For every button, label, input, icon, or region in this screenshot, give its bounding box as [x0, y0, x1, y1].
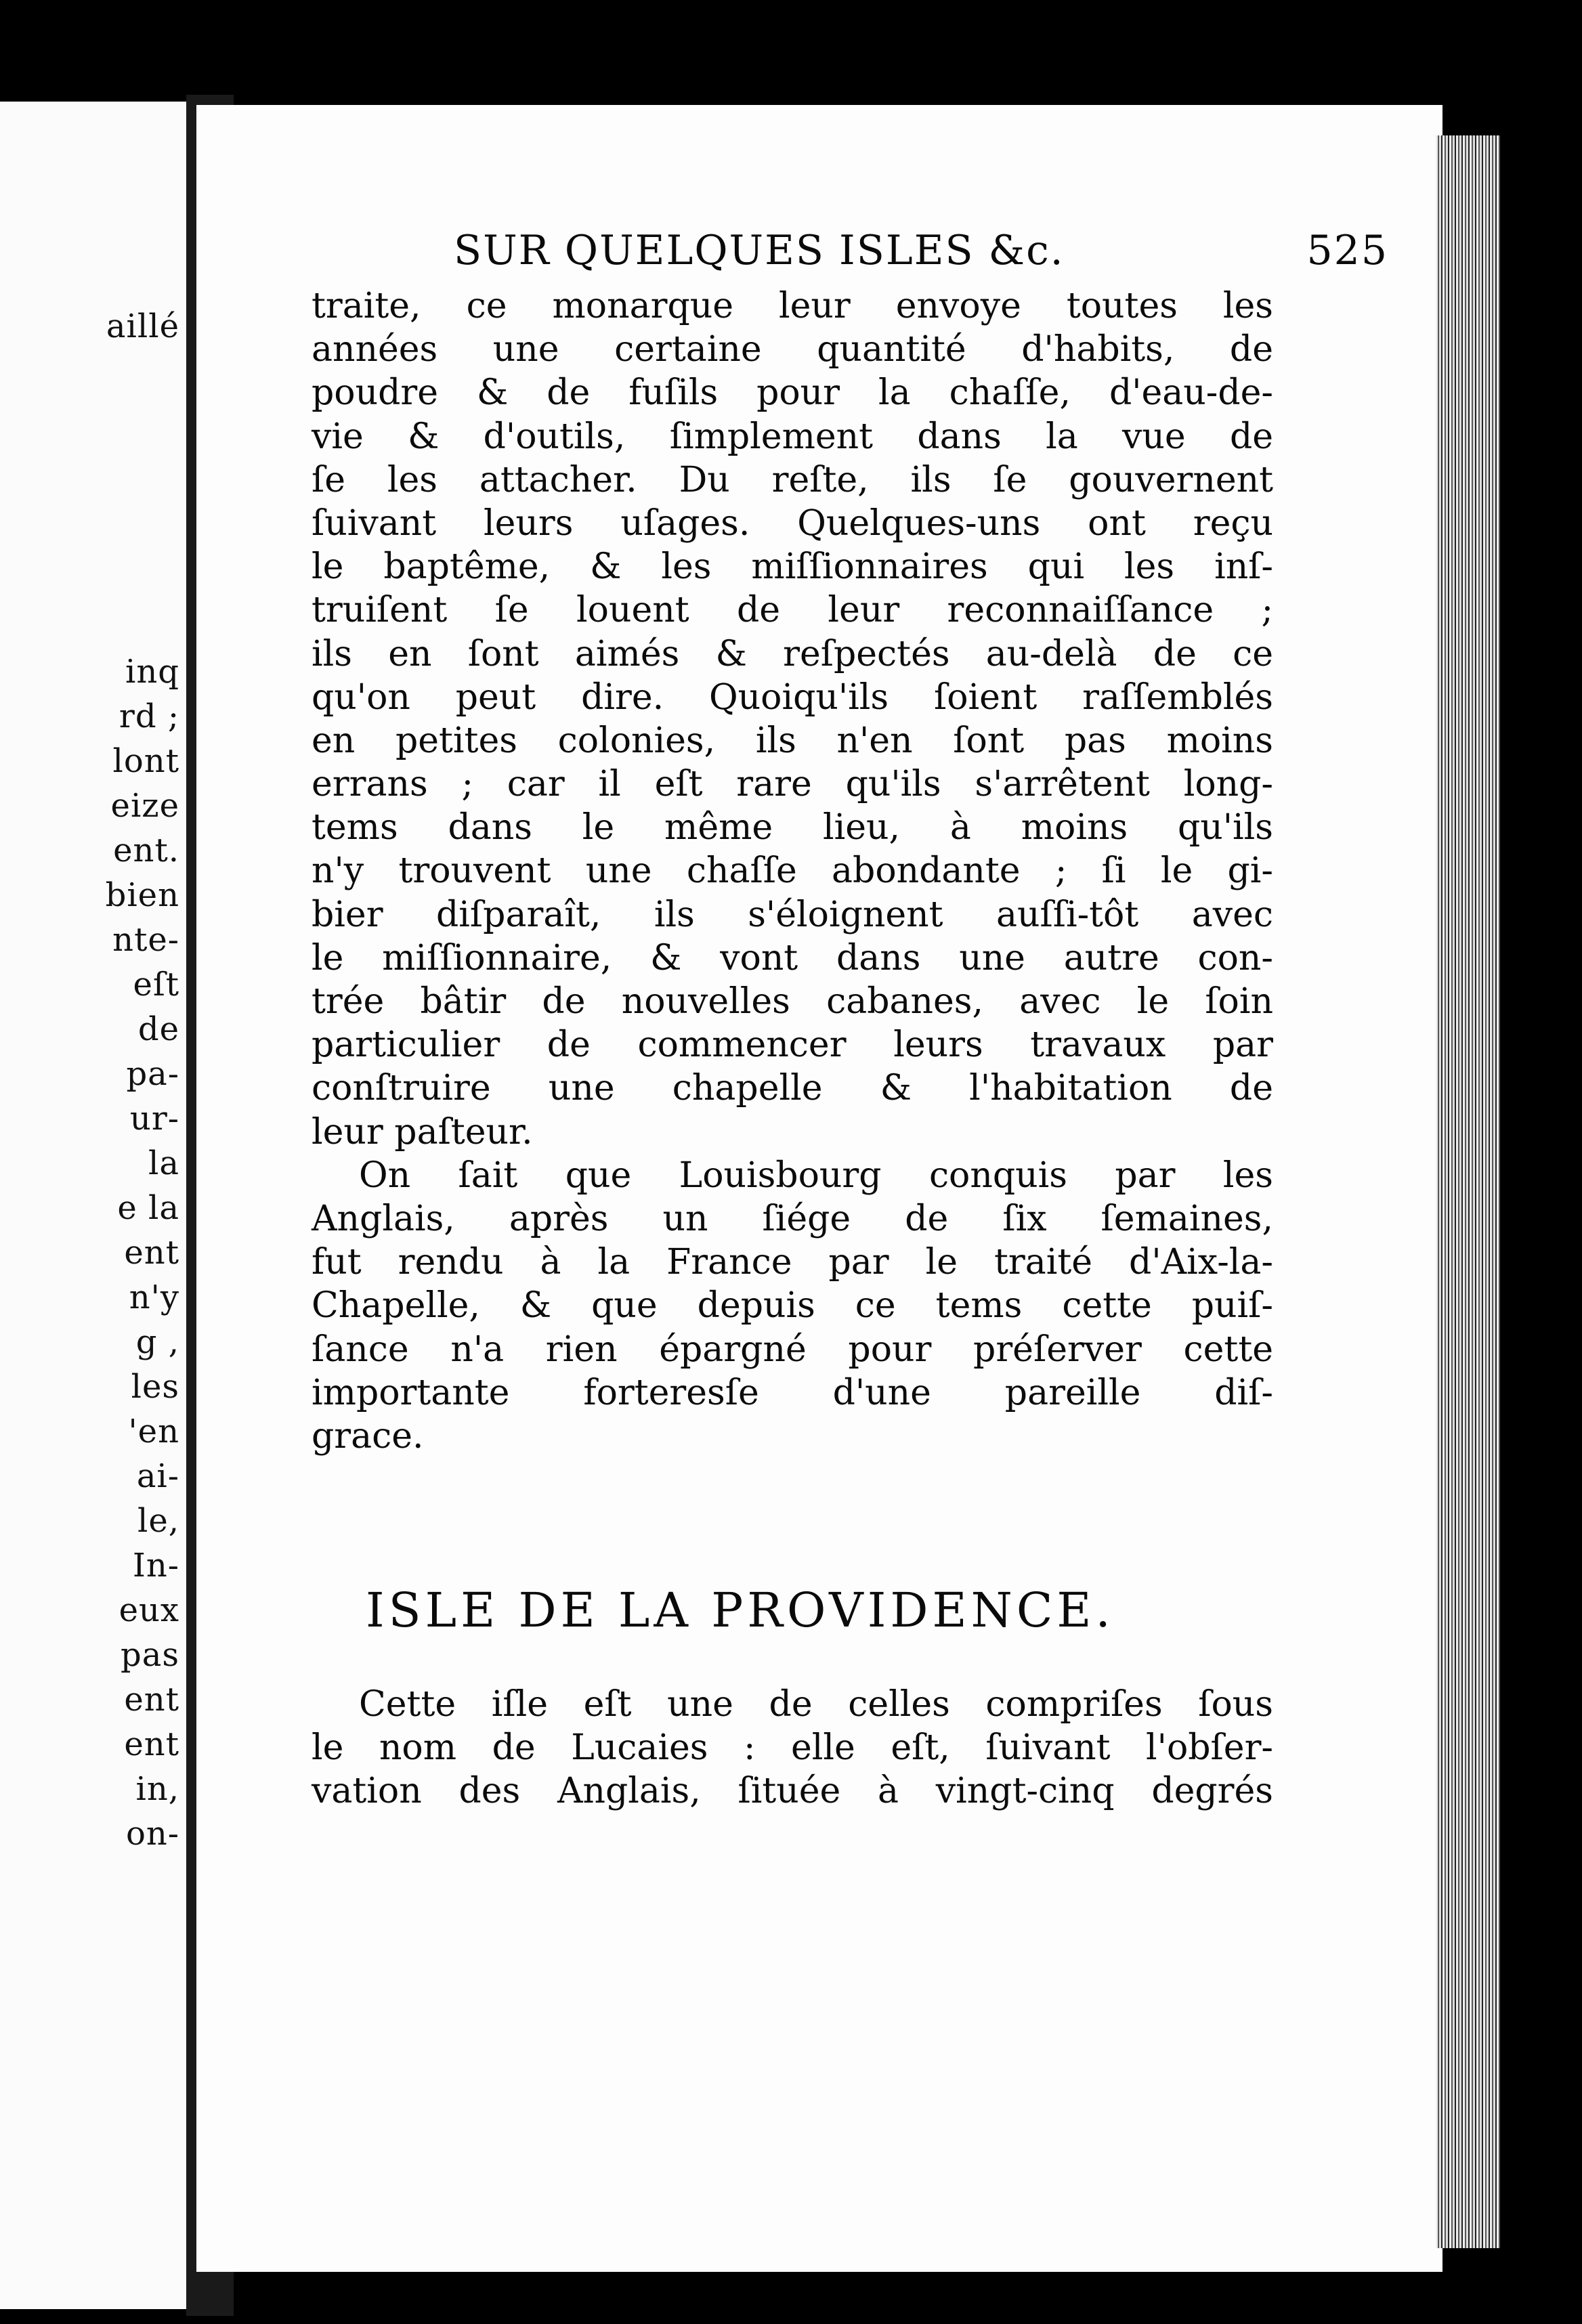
left-fragment: g , [135, 1323, 179, 1361]
text-line: qu'on peut dire. Quoiqu'ils ſoient raſſemblés [312, 676, 1273, 718]
text-line: bier diſparaît, ils s'éloignent auſſi-tôt avec [312, 894, 1273, 935]
left-fragment: lont [112, 742, 179, 780]
previous-page-edge [0, 102, 186, 2309]
left-fragment: inq [125, 653, 179, 691]
text-line: leur paſteur. [312, 1111, 533, 1153]
text-line: trée bâtir de nouvelles cabanes, avec le ſoin [312, 981, 1273, 1022]
left-fragment: in, [135, 1770, 179, 1808]
text-line: n'y trouvent une chaſſe abondante ; ſi le gi- [312, 851, 1273, 892]
left-fragment: eſt [133, 966, 179, 1004]
left-fragment: les [131, 1368, 179, 1406]
text-line: fut rendu à la France par le traité d'Aix-la- [312, 1242, 1273, 1283]
text-line: tems dans le même lieu, à moins qu'ils [312, 807, 1273, 848]
left-fragment: eux [119, 1591, 179, 1629]
text-line: conſtruire une chapelle & l'habitation de [312, 1068, 1273, 1109]
left-fragment: rd ; [119, 697, 179, 735]
left-fragment: pa- [126, 1055, 179, 1093]
left-fragment: ur- [129, 1100, 179, 1138]
text-line: ſuivant leurs uſages. Quelques-uns ont reçu [312, 502, 1273, 544]
text-line: Anglais, après un ſiége de ſix ſemaines, [312, 1198, 1273, 1239]
left-fragment: ent. [113, 832, 179, 869]
text-line: Chapelle, & que depuis ce tems cette puiſ- [312, 1285, 1273, 1327]
left-fragment: aillé [106, 307, 179, 345]
text-line: On ſait que Louisbourg conquis par les [359, 1155, 1273, 1196]
text-line: particulier de commencer leurs travaux par [312, 1025, 1273, 1066]
left-fragment: ent [124, 1681, 179, 1719]
left-fragment: In- [132, 1547, 179, 1585]
left-fragment: ent [124, 1725, 179, 1763]
left-fragment: 'en [128, 1413, 179, 1450]
text-line: le baptême, & les miſſionnaires qui les inſ- [312, 546, 1273, 588]
left-fragment: le, [137, 1502, 179, 1540]
text-line: vie & d'outils, ſimplement dans la vue de [312, 416, 1273, 457]
page-number: 525 [1306, 227, 1388, 274]
text-line: le miſſionnaire, & vont dans une autre con- [312, 937, 1273, 978]
left-fragment: on- [125, 1815, 179, 1853]
text-line: vation des Anglais, ſituée à vingt-cinq degrés [312, 1771, 1273, 1812]
text-line: ils en ſont aimés & reſpectés au-delà de ce [312, 633, 1273, 674]
text-line: années une certaine quantité d'habits, de [312, 329, 1273, 370]
left-fragment: nte- [112, 921, 179, 959]
running-title: SUR QUELQUES ISLES &c. [454, 227, 1065, 274]
left-fragment: n'y [129, 1278, 179, 1316]
left-fragment: pas [121, 1636, 179, 1674]
left-fragment: ent [124, 1234, 179, 1272]
left-fragment: e la [117, 1189, 179, 1227]
text-line: poudre & de fuſils pour la chaſſe, d'eau-de- [312, 372, 1273, 414]
body-text-top [312, 284, 1273, 1458]
book-page [196, 105, 1442, 2272]
text-line: Cette iſle eſt une de celles compriſes ſous [359, 1684, 1273, 1725]
text-line: grace. [312, 1415, 424, 1457]
left-fragment: de [137, 1010, 179, 1048]
text-line: le nom de Lucaies : elle eſt, ſuivant l'obſer- [312, 1727, 1273, 1769]
text-line: traite, ce monarque leur envoye toutes les [312, 286, 1273, 326]
section-heading: ISLE DE LA PROVIDENCE. [366, 1583, 1115, 1638]
text-line: importante forteresſe d'une pareille diſ- [312, 1372, 1273, 1413]
text-line: errans ; car il eſt rare qu'ils s'arrêtent long- [312, 764, 1273, 805]
body-text-bottom [312, 1683, 1273, 1813]
text-line: en petites colonies, ils n'en ſont pas moins [312, 720, 1273, 761]
left-fragment: ai- [136, 1457, 179, 1495]
left-fragment: bien [105, 876, 179, 914]
text-line: ſance n'a rien épargné pour préſerver cette [312, 1329, 1273, 1370]
left-fragment: la [148, 1144, 179, 1182]
page-fore-edge [1436, 135, 1503, 2248]
text-line: ſe les attacher. Du reſte, ils ſe gouvernent [312, 459, 1273, 500]
left-fragment: eize [110, 787, 179, 825]
text-line: truiſent ſe louent de leur reconnaiſſance ; [312, 590, 1273, 631]
book-shadow [1500, 122, 1582, 2324]
